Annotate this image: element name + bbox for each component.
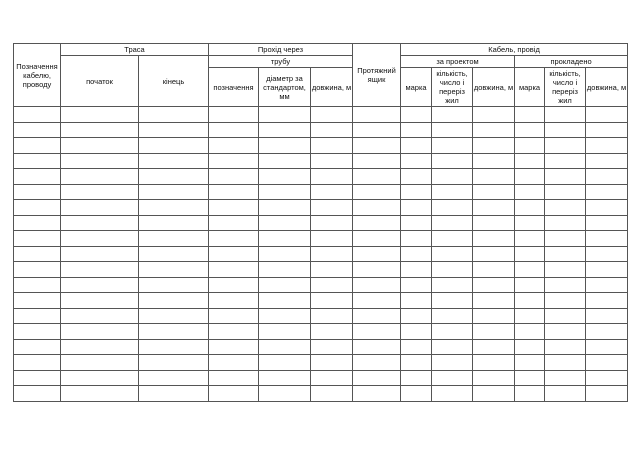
table-cell[interactable] bbox=[586, 138, 628, 154]
table-cell[interactable] bbox=[545, 200, 586, 216]
header-passage-through: Прохід через bbox=[209, 44, 353, 56]
table-cell[interactable] bbox=[14, 386, 61, 402]
table-row bbox=[14, 339, 628, 355]
table-row bbox=[14, 293, 628, 309]
header-design-length: довжина, м bbox=[473, 68, 515, 107]
table-cell[interactable] bbox=[61, 215, 139, 231]
table-cell[interactable] bbox=[14, 169, 61, 185]
table-cell[interactable] bbox=[14, 262, 61, 278]
table-cell[interactable] bbox=[473, 246, 515, 262]
table-cell[interactable] bbox=[311, 246, 353, 262]
table-cell[interactable] bbox=[545, 107, 586, 123]
table-cell[interactable] bbox=[311, 277, 353, 293]
table-cell[interactable] bbox=[353, 169, 401, 185]
table-row bbox=[14, 308, 628, 324]
table-cell[interactable] bbox=[259, 386, 311, 402]
table-cell[interactable] bbox=[61, 200, 139, 216]
table-row bbox=[14, 153, 628, 169]
table-cell[interactable] bbox=[545, 184, 586, 200]
table-row bbox=[14, 324, 628, 340]
table-cell[interactable] bbox=[259, 215, 311, 231]
table-cell[interactable] bbox=[311, 169, 353, 185]
table-cell[interactable] bbox=[515, 184, 545, 200]
table-cell[interactable] bbox=[473, 107, 515, 123]
table-cell[interactable] bbox=[14, 277, 61, 293]
table-cell[interactable] bbox=[432, 308, 473, 324]
table-cell[interactable] bbox=[139, 277, 209, 293]
header-pipe-designation: позначення bbox=[209, 68, 259, 107]
table-cell[interactable] bbox=[209, 138, 259, 154]
table-row bbox=[14, 262, 628, 278]
table-cell[interactable] bbox=[545, 231, 586, 247]
table-cell[interactable] bbox=[515, 277, 545, 293]
table-row bbox=[14, 370, 628, 386]
table-cell[interactable] bbox=[586, 153, 628, 169]
table-cell[interactable] bbox=[311, 370, 353, 386]
table-cell[interactable] bbox=[473, 169, 515, 185]
table-cell[interactable] bbox=[139, 200, 209, 216]
table-cell[interactable] bbox=[586, 277, 628, 293]
table-cell[interactable] bbox=[473, 370, 515, 386]
table-cell[interactable] bbox=[473, 293, 515, 309]
table-cell[interactable] bbox=[432, 153, 473, 169]
table-cell[interactable] bbox=[61, 324, 139, 340]
table-row bbox=[14, 138, 628, 154]
table-cell[interactable] bbox=[14, 246, 61, 262]
table-cell[interactable] bbox=[432, 370, 473, 386]
table-cell[interactable] bbox=[14, 324, 61, 340]
table-cell[interactable] bbox=[473, 308, 515, 324]
table-cell[interactable] bbox=[401, 308, 432, 324]
table-cell[interactable] bbox=[353, 370, 401, 386]
table-cell[interactable] bbox=[353, 355, 401, 371]
table-cell[interactable] bbox=[586, 308, 628, 324]
table-cell[interactable] bbox=[209, 324, 259, 340]
table-cell[interactable] bbox=[473, 200, 515, 216]
table-cell[interactable] bbox=[311, 153, 353, 169]
table-cell[interactable] bbox=[61, 231, 139, 247]
table-cell[interactable] bbox=[61, 308, 139, 324]
header-pipe: трубу bbox=[209, 56, 353, 68]
table-cell[interactable] bbox=[209, 231, 259, 247]
table-cell[interactable] bbox=[545, 308, 586, 324]
table-cell[interactable] bbox=[432, 324, 473, 340]
table-cell[interactable] bbox=[432, 200, 473, 216]
header-pull-box: Протяжний ящик bbox=[353, 44, 401, 107]
table-cell[interactable] bbox=[139, 339, 209, 355]
table-cell[interactable] bbox=[61, 246, 139, 262]
table-row bbox=[14, 277, 628, 293]
table-cell[interactable] bbox=[545, 386, 586, 402]
table-row bbox=[14, 231, 628, 247]
table-cell[interactable] bbox=[209, 355, 259, 371]
table-cell[interactable] bbox=[473, 231, 515, 247]
table-cell[interactable] bbox=[311, 339, 353, 355]
table-cell[interactable] bbox=[209, 169, 259, 185]
table-cell[interactable] bbox=[401, 370, 432, 386]
table-row bbox=[14, 386, 628, 402]
table-cell[interactable] bbox=[14, 184, 61, 200]
table-cell[interactable] bbox=[209, 386, 259, 402]
table-cell[interactable] bbox=[515, 200, 545, 216]
table-cell[interactable] bbox=[353, 324, 401, 340]
table-cell[interactable] bbox=[586, 293, 628, 309]
table-cell[interactable] bbox=[61, 370, 139, 386]
table-cell[interactable] bbox=[432, 262, 473, 278]
table-cell[interactable] bbox=[401, 231, 432, 247]
table-cell[interactable] bbox=[61, 184, 139, 200]
header-pipe-diameter: діаметр за стандартом, мм bbox=[259, 68, 311, 107]
table-cell[interactable] bbox=[311, 386, 353, 402]
table-cell[interactable] bbox=[259, 262, 311, 278]
table-cell[interactable] bbox=[545, 324, 586, 340]
table-cell[interactable] bbox=[545, 215, 586, 231]
table-cell[interactable] bbox=[515, 324, 545, 340]
table-cell[interactable] bbox=[353, 277, 401, 293]
table-cell[interactable] bbox=[353, 215, 401, 231]
table-row bbox=[14, 200, 628, 216]
table-cell[interactable] bbox=[139, 184, 209, 200]
table-cell[interactable] bbox=[311, 293, 353, 309]
table-cell[interactable] bbox=[401, 262, 432, 278]
table-cell[interactable] bbox=[14, 107, 61, 123]
header-route-end: кінець bbox=[139, 56, 209, 107]
table-cell[interactable] bbox=[353, 246, 401, 262]
table-cell[interactable] bbox=[401, 355, 432, 371]
table-cell[interactable] bbox=[586, 324, 628, 340]
table-cell[interactable] bbox=[209, 277, 259, 293]
header-design-mark: марка bbox=[401, 68, 432, 107]
header-design-count: кількість, число і переріз жил bbox=[432, 68, 473, 107]
table-cell[interactable] bbox=[515, 215, 545, 231]
table-cell[interactable] bbox=[473, 122, 515, 138]
table-cell[interactable] bbox=[473, 386, 515, 402]
table-cell[interactable] bbox=[515, 138, 545, 154]
table-cell[interactable] bbox=[139, 169, 209, 185]
table-cell[interactable] bbox=[401, 184, 432, 200]
table-cell[interactable] bbox=[259, 169, 311, 185]
table-cell[interactable] bbox=[401, 386, 432, 402]
table-cell[interactable] bbox=[515, 153, 545, 169]
table-cell[interactable] bbox=[139, 153, 209, 169]
table-cell[interactable] bbox=[259, 138, 311, 154]
table-cell[interactable] bbox=[14, 215, 61, 231]
table-cell[interactable] bbox=[545, 355, 586, 371]
table-cell[interactable] bbox=[515, 339, 545, 355]
table-cell[interactable] bbox=[432, 122, 473, 138]
table-cell[interactable] bbox=[473, 262, 515, 278]
header-route: Траса bbox=[61, 44, 209, 56]
table-cell[interactable] bbox=[311, 355, 353, 371]
table-cell[interactable] bbox=[515, 122, 545, 138]
table-cell[interactable] bbox=[311, 231, 353, 247]
table-cell[interactable] bbox=[61, 262, 139, 278]
table-cell[interactable] bbox=[61, 169, 139, 185]
table-cell[interactable] bbox=[14, 293, 61, 309]
table-cell[interactable] bbox=[139, 231, 209, 247]
table-cell[interactable] bbox=[14, 153, 61, 169]
table-cell[interactable] bbox=[14, 231, 61, 247]
table-row bbox=[14, 355, 628, 371]
cable-journal-table bbox=[13, 43, 628, 402]
table-cell[interactable] bbox=[545, 153, 586, 169]
table-cell[interactable] bbox=[139, 386, 209, 402]
table-cell[interactable] bbox=[473, 339, 515, 355]
table-cell[interactable] bbox=[14, 355, 61, 371]
table-cell[interactable] bbox=[139, 308, 209, 324]
table-row bbox=[14, 215, 628, 231]
header-route-start: початок bbox=[61, 56, 139, 107]
table-cell[interactable] bbox=[545, 339, 586, 355]
table-cell[interactable] bbox=[353, 308, 401, 324]
table-cell[interactable] bbox=[311, 107, 353, 123]
table-cell[interactable] bbox=[473, 138, 515, 154]
table-cell[interactable] bbox=[209, 215, 259, 231]
table-cell[interactable] bbox=[545, 246, 586, 262]
table-cell[interactable] bbox=[401, 277, 432, 293]
table-cell[interactable] bbox=[259, 246, 311, 262]
table-cell[interactable] bbox=[209, 184, 259, 200]
table-cell[interactable] bbox=[61, 277, 139, 293]
table-cell[interactable] bbox=[473, 153, 515, 169]
table-cell[interactable] bbox=[311, 308, 353, 324]
table-cell[interactable] bbox=[259, 153, 311, 169]
table-cell[interactable] bbox=[586, 370, 628, 386]
table-cell[interactable] bbox=[259, 293, 311, 309]
table-cell[interactable] bbox=[432, 107, 473, 123]
table-cell[interactable] bbox=[432, 231, 473, 247]
table-cell[interactable] bbox=[401, 153, 432, 169]
table-cell[interactable] bbox=[139, 355, 209, 371]
table-cell[interactable] bbox=[139, 107, 209, 123]
table-cell[interactable] bbox=[473, 355, 515, 371]
header-laid-mark: марка bbox=[515, 68, 545, 107]
table-cell[interactable] bbox=[432, 355, 473, 371]
table-cell[interactable] bbox=[586, 246, 628, 262]
table-cell[interactable] bbox=[61, 386, 139, 402]
table-row bbox=[14, 107, 628, 123]
table-cell[interactable] bbox=[209, 262, 259, 278]
table-cell[interactable] bbox=[259, 324, 311, 340]
table-cell[interactable] bbox=[432, 293, 473, 309]
header-cable-wire: Кабель, провід bbox=[401, 44, 628, 56]
table-cell[interactable] bbox=[353, 262, 401, 278]
table-cell[interactable] bbox=[139, 246, 209, 262]
table-cell[interactable] bbox=[515, 355, 545, 371]
table-cell[interactable] bbox=[473, 184, 515, 200]
table-cell[interactable] bbox=[586, 107, 628, 123]
table-cell[interactable] bbox=[515, 107, 545, 123]
table-cell[interactable] bbox=[586, 231, 628, 247]
table-cell[interactable] bbox=[209, 339, 259, 355]
table-cell[interactable] bbox=[311, 200, 353, 216]
table-cell[interactable] bbox=[401, 122, 432, 138]
table-cell[interactable] bbox=[353, 122, 401, 138]
table-cell[interactable] bbox=[14, 308, 61, 324]
table-cell[interactable] bbox=[401, 138, 432, 154]
table-cell[interactable] bbox=[432, 138, 473, 154]
table-cell[interactable] bbox=[353, 231, 401, 247]
table-cell[interactable] bbox=[353, 293, 401, 309]
table-cell[interactable] bbox=[353, 184, 401, 200]
table-cell[interactable] bbox=[353, 339, 401, 355]
table-cell[interactable] bbox=[311, 138, 353, 154]
table-cell[interactable] bbox=[61, 339, 139, 355]
table-cell[interactable] bbox=[14, 339, 61, 355]
table-cell[interactable] bbox=[353, 107, 401, 123]
table-cell[interactable] bbox=[353, 153, 401, 169]
table-cell[interactable] bbox=[311, 122, 353, 138]
cable-journal-form bbox=[13, 43, 628, 402]
table-cell[interactable] bbox=[586, 339, 628, 355]
table-cell[interactable] bbox=[259, 277, 311, 293]
table-row bbox=[14, 169, 628, 185]
header-laid-count: кількість, число і переріз жил bbox=[545, 68, 586, 107]
table-cell[interactable] bbox=[139, 370, 209, 386]
table-cell[interactable] bbox=[586, 122, 628, 138]
table-cell[interactable] bbox=[586, 215, 628, 231]
table-cell[interactable] bbox=[515, 293, 545, 309]
table-cell[interactable] bbox=[515, 246, 545, 262]
table-cell[interactable] bbox=[432, 386, 473, 402]
table-cell[interactable] bbox=[311, 215, 353, 231]
table-cell[interactable] bbox=[209, 370, 259, 386]
table-cell[interactable] bbox=[259, 355, 311, 371]
table-cell[interactable] bbox=[139, 122, 209, 138]
table-cell[interactable] bbox=[586, 262, 628, 278]
table-cell[interactable] bbox=[61, 138, 139, 154]
table-cell[interactable] bbox=[586, 169, 628, 185]
table-cell[interactable] bbox=[209, 246, 259, 262]
table-cell[interactable] bbox=[259, 107, 311, 123]
table-cell[interactable] bbox=[259, 200, 311, 216]
header-cable-designation: Позначення кабелю, проводу bbox=[14, 44, 61, 107]
table-cell[interactable] bbox=[14, 122, 61, 138]
table-cell[interactable] bbox=[209, 153, 259, 169]
table-cell[interactable] bbox=[473, 277, 515, 293]
table-cell[interactable] bbox=[14, 138, 61, 154]
header-laid: прокладено bbox=[515, 56, 628, 68]
table-cell[interactable] bbox=[586, 355, 628, 371]
table-cell[interactable] bbox=[311, 184, 353, 200]
table-cell[interactable] bbox=[545, 370, 586, 386]
table-cell[interactable] bbox=[139, 138, 209, 154]
table-cell[interactable] bbox=[515, 308, 545, 324]
table-cell[interactable] bbox=[545, 122, 586, 138]
table-cell[interactable] bbox=[515, 169, 545, 185]
table-cell[interactable] bbox=[61, 107, 139, 123]
table-cell[interactable] bbox=[515, 386, 545, 402]
table-row bbox=[14, 122, 628, 138]
table-cell[interactable] bbox=[432, 339, 473, 355]
table-cell[interactable] bbox=[353, 200, 401, 216]
header-laid-length: довжина, м bbox=[586, 68, 628, 107]
table-cell[interactable] bbox=[401, 339, 432, 355]
table-row bbox=[14, 246, 628, 262]
table-cell[interactable] bbox=[473, 215, 515, 231]
table-cell[interactable] bbox=[432, 169, 473, 185]
table-cell[interactable] bbox=[515, 370, 545, 386]
table-cell[interactable] bbox=[311, 262, 353, 278]
table-cell[interactable] bbox=[401, 215, 432, 231]
table-cell[interactable] bbox=[545, 138, 586, 154]
table-cell[interactable] bbox=[586, 386, 628, 402]
table-cell[interactable] bbox=[259, 184, 311, 200]
header-by-design: за проектом bbox=[401, 56, 515, 68]
table-cell[interactable] bbox=[139, 215, 209, 231]
table-cell[interactable] bbox=[139, 262, 209, 278]
table-cell[interactable] bbox=[259, 308, 311, 324]
table-cell[interactable] bbox=[401, 169, 432, 185]
table-cell[interactable] bbox=[545, 277, 586, 293]
table-cell[interactable] bbox=[139, 324, 209, 340]
table-cell[interactable] bbox=[353, 138, 401, 154]
table-cell[interactable] bbox=[259, 122, 311, 138]
header-pipe-length: довжина, м bbox=[311, 68, 353, 107]
table-cell[interactable] bbox=[473, 324, 515, 340]
table-cell[interactable] bbox=[515, 231, 545, 247]
table-cell[interactable] bbox=[401, 200, 432, 216]
table-cell[interactable] bbox=[139, 293, 209, 309]
table-cell[interactable] bbox=[432, 215, 473, 231]
table-cell[interactable] bbox=[401, 293, 432, 309]
table-cell[interactable] bbox=[259, 370, 311, 386]
table-cell[interactable] bbox=[209, 293, 259, 309]
table-cell[interactable] bbox=[545, 262, 586, 278]
table-cell[interactable] bbox=[401, 107, 432, 123]
table-cell[interactable] bbox=[311, 324, 353, 340]
table-cell[interactable] bbox=[259, 231, 311, 247]
table-cell[interactable] bbox=[353, 386, 401, 402]
table-cell[interactable] bbox=[61, 355, 139, 371]
table-cell[interactable] bbox=[586, 200, 628, 216]
table-cell[interactable] bbox=[545, 169, 586, 185]
table-cell[interactable] bbox=[14, 370, 61, 386]
table-cell[interactable] bbox=[259, 339, 311, 355]
table-cell[interactable] bbox=[61, 122, 139, 138]
table-cell[interactable] bbox=[209, 308, 259, 324]
table-cell[interactable] bbox=[209, 200, 259, 216]
table-cell[interactable] bbox=[14, 200, 61, 216]
table-cell[interactable] bbox=[401, 324, 432, 340]
table-cell[interactable] bbox=[432, 184, 473, 200]
table-cell[interactable] bbox=[545, 293, 586, 309]
table-cell[interactable] bbox=[432, 246, 473, 262]
table-cell[interactable] bbox=[401, 246, 432, 262]
table-cell[interactable] bbox=[209, 122, 259, 138]
table-cell[interactable] bbox=[586, 184, 628, 200]
table-cell[interactable] bbox=[432, 277, 473, 293]
table-cell[interactable] bbox=[61, 153, 139, 169]
table-cell[interactable] bbox=[209, 107, 259, 123]
table-cell[interactable] bbox=[61, 293, 139, 309]
table-row bbox=[14, 184, 628, 200]
table-cell[interactable] bbox=[515, 262, 545, 278]
